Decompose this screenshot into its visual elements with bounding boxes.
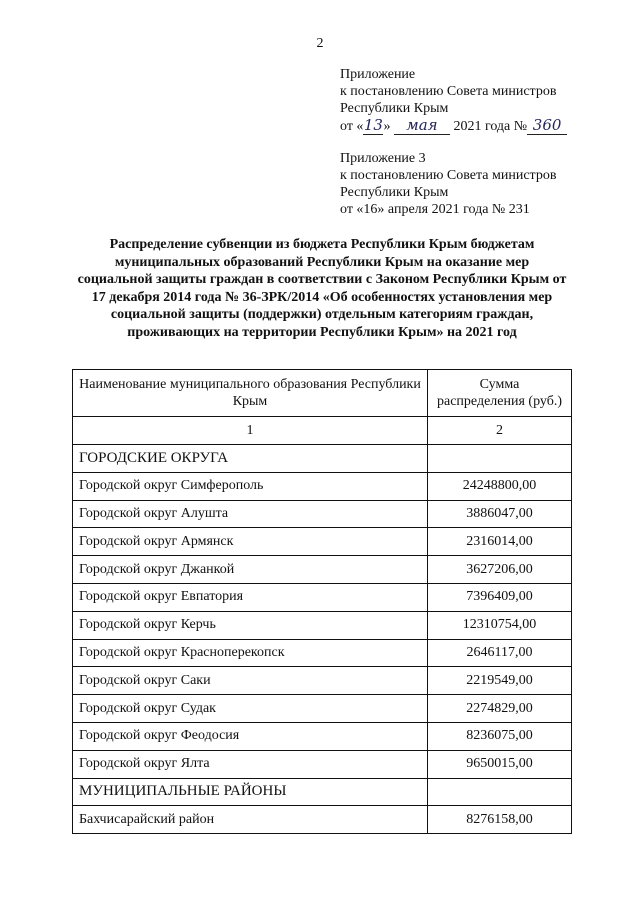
appendix-3-line3: Республики Крым — [340, 185, 449, 200]
appendix-3-line2: к постановлению Совета министров — [340, 168, 557, 183]
municipality-name: Городской округ Армянск — [73, 528, 428, 556]
amount-cell: 2646117,00 — [428, 639, 572, 667]
municipality-name: Городской округ Ялта — [73, 750, 428, 778]
table-row — [73, 611, 572, 639]
municipality-name: Городской округ Евпатория — [73, 583, 428, 611]
amount-cell: 8276158,00 — [428, 806, 572, 834]
table-row — [73, 695, 572, 723]
table-row — [73, 806, 572, 834]
amount-cell: 12310754,00 — [428, 611, 572, 639]
appendix-3-block — [340, 150, 556, 218]
municipality-name: Городской округ Джанкой — [73, 556, 428, 584]
document-title: Распределение субвенции из бюджета Республики Крым бюджетам муниципальных образований Республики Крым на оказание мер социальной защиты граждан в соответствии с Законом Республики Крым от 17 декабря 2014 года № 36-ЗРК/2014 «Об особенностях установления мер социальной защиты (поддержки) отдельным категориям граждан, проживающих на территории Республики Крым» на 2021 год — [77, 237, 567, 340]
municipality-name: Городской округ Керчь — [73, 611, 428, 639]
section-row — [73, 445, 572, 473]
section-title: МУНИЦИПАЛЬНЫЕ РАЙОНЫ — [73, 778, 428, 806]
amount-cell: 3886047,00 — [428, 500, 572, 528]
amount-cell: 2274829,00 — [428, 695, 572, 723]
section-row — [73, 778, 572, 806]
appendix-3-line1: Приложение 3 — [340, 151, 426, 166]
municipality-name: Городской округ Феодосия — [73, 722, 428, 750]
handwritten-number: 360 — [527, 117, 567, 135]
column-number-row — [73, 417, 572, 445]
table-row — [73, 528, 572, 556]
appendix-1-line3: Республики Крым — [340, 101, 449, 116]
table-row — [73, 667, 572, 695]
amount-cell: 8236075,00 — [428, 722, 572, 750]
distribution-table — [72, 369, 572, 834]
municipality-name: Городской округ Красноперекопск — [73, 639, 428, 667]
municipality-name: Городской округ Симферополь — [73, 472, 428, 500]
appendix-1-line1: Приложение — [340, 67, 416, 82]
table-row — [73, 639, 572, 667]
column-number-2: 2 — [428, 417, 572, 445]
municipality-name: Городской округ Судак — [73, 695, 428, 723]
column-number-1: 1 — [73, 417, 428, 445]
table-row — [73, 583, 572, 611]
appendix-1-block — [340, 66, 567, 135]
amount-cell — [428, 778, 572, 806]
date-mid: » — [383, 119, 391, 134]
table-row — [73, 500, 572, 528]
handwritten-month: мая — [394, 117, 450, 135]
appendix-1-line2: к постановлению Совета министров — [340, 84, 557, 99]
amount-cell: 9650015,00 — [428, 750, 572, 778]
amount-cell: 2219549,00 — [428, 667, 572, 695]
table-body — [73, 417, 572, 834]
municipality-name: Городской округ Алушта — [73, 500, 428, 528]
table-row — [73, 722, 572, 750]
municipality-name: Городской округ Саки — [73, 667, 428, 695]
appendix-3-line4: от «16» апреля 2021 года № 231 — [340, 202, 530, 217]
table-row — [73, 750, 572, 778]
section-title: ГОРОДСКИЕ ОКРУГА — [73, 445, 428, 473]
header-amount: Сумма распределения (руб.) — [428, 370, 572, 417]
municipality-name: Бахчисарайский район — [73, 806, 428, 834]
year-text: 2021 года № — [453, 119, 528, 134]
table-row — [73, 472, 572, 500]
table-header-row — [73, 370, 572, 417]
amount-cell: 7396409,00 — [428, 583, 572, 611]
amount-cell: 3627206,00 — [428, 556, 572, 584]
date-prefix: от « — [340, 119, 364, 134]
header-name: Наименование муниципального образования Республики Крым — [73, 370, 428, 417]
page-number: 2 — [316, 36, 324, 51]
table-row — [73, 556, 572, 584]
amount-cell — [428, 445, 572, 473]
appendix-1-date-line — [340, 117, 567, 135]
amount-cell: 2316014,00 — [428, 528, 572, 556]
amount-cell: 24248800,00 — [428, 472, 572, 500]
handwritten-day: 13 — [363, 116, 383, 134]
